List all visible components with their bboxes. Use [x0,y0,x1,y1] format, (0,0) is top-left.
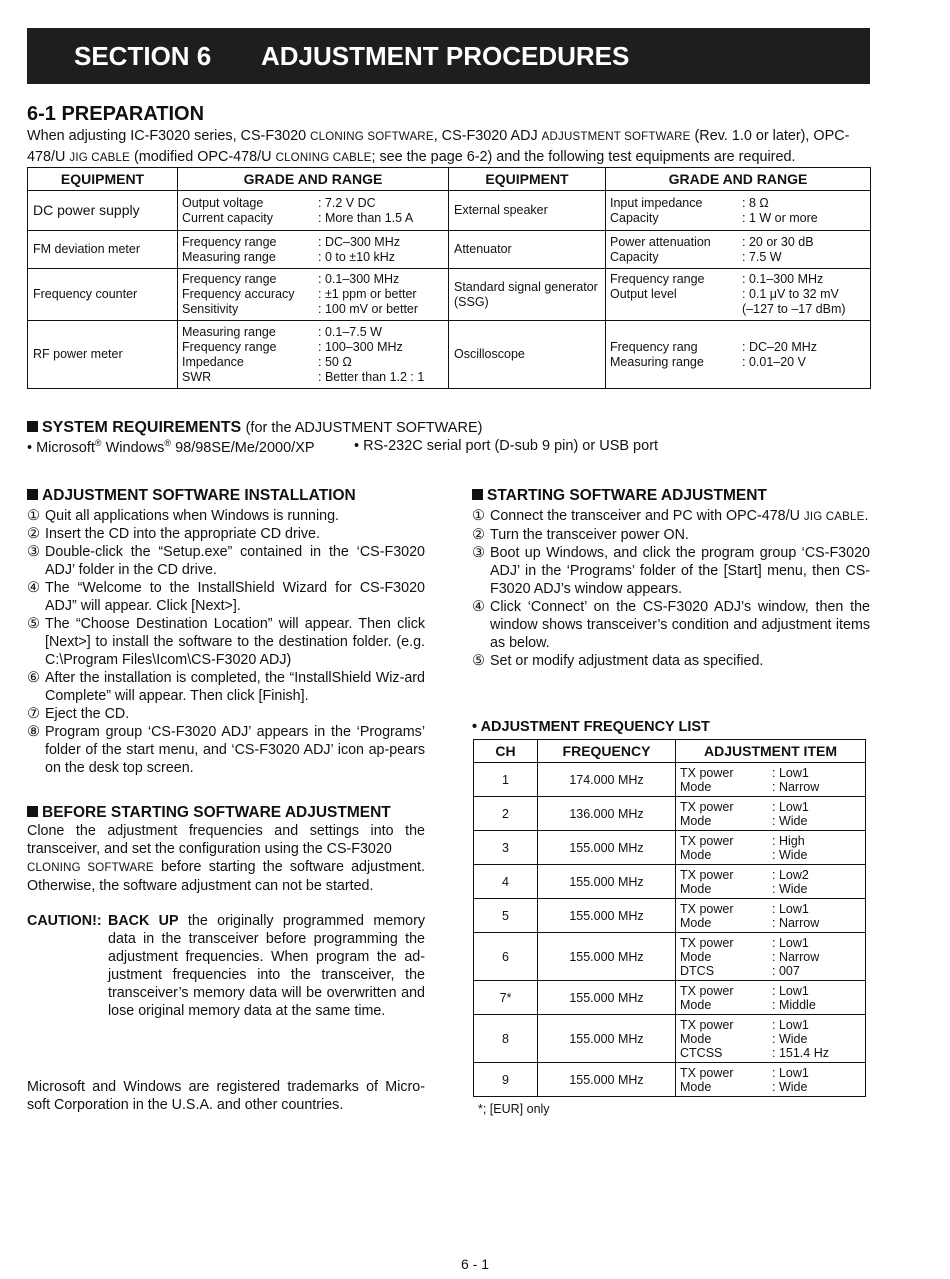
item-value: : Wide [772,1079,808,1094]
spec-label: Measuring range [610,354,704,369]
step-number: ⑤ [472,653,485,669]
adjustment-item-list [680,868,861,896]
spec-list [182,196,444,226]
channel-cell: 1 [474,763,538,797]
spec-label: Sensitivity [182,302,239,316]
intro-text: ; see the page 6-2) and the following test equipments are required. [371,149,796,165]
installation-steps [27,507,425,777]
caution-note: CAUTION!: BACK UP the originally programmed memory data in the transceiver before programming the adjustment frequencies. When program the ad-justment frequencies into the transceiver, the transceiver’s memory data will be overwritten and lose original memory data at the same time. [27,913,425,1019]
trademark-notice: Microsoft and Windows are registered trademarks of Micro-soft Corporation in the U.S.A. and other countries. [27,1079,425,1113]
spec-label: Frequency range [610,272,705,286]
step-item [472,598,870,652]
square-bullet-icon [472,489,483,500]
step-number: ⑥ [27,670,40,686]
frequency-row [474,981,866,1015]
spec-list [610,235,866,265]
step-text: Eject the CD. [45,706,130,722]
spec-label: Capacity [610,210,659,225]
item-value: : Narrow [772,949,820,964]
equipment-row [28,191,871,231]
equipment-row [28,231,871,269]
spec-value: : DC–20 MHz [742,339,818,354]
intro-text: JIG CABLE [69,152,131,164]
item-value: : Low1 [772,1017,809,1032]
step-text: Boot up Windows, and click the program group ‘CS-F3020 ADJ’ in the ‘Programs’ folder of the [Start] menu, then CS-F3020 ADJ’s window appears. [490,545,870,597]
equipment-table [27,167,871,389]
step-item [472,652,870,670]
item-label: Mode [680,881,712,896]
grade-range [178,321,449,389]
step-number: ④ [27,580,40,596]
col-header: EQUIPMENT [449,168,606,191]
spec-value: : 0.1 μV to 32 mV [742,287,839,301]
spec-label: Output voltage [182,195,264,210]
grade-range [606,269,871,321]
equipment-name: Frequency counter [28,269,178,321]
system-requirements-note: (for the ADJUSTMENT SOFTWARE) [245,420,483,436]
spec-label: Output level [610,287,677,301]
spec-value: : 20 or 30 dB [742,234,814,249]
frequency-header-row [474,740,866,763]
frequency-row [474,933,866,981]
frequency-row [474,797,866,831]
equipment-row [28,269,871,321]
step-number: ④ [472,599,485,615]
item-value: : Wide [772,881,808,896]
channel-cell: 2 [474,797,538,831]
section-title: ADJUSTMENT PROCEDURES [261,41,630,71]
spec-value: : Better than 1.2 : 1 [318,369,425,384]
channel-cell: 7* [474,981,538,1015]
item-label: Mode [680,779,712,794]
item-label: DTCS [680,963,715,978]
before-starting-heading: BEFORE STARTING SOFTWARE ADJUSTMENT [27,804,391,822]
step-text: Program group ‘CS-F3020 ADJ’ appears in the ‘Programs’ folder of the start menu, and ‘CS-F3020 ADJ’ icon ap-pears on the desk top screen. [45,724,425,776]
frequency-table [473,739,866,1097]
adjustment-item-cell [676,899,866,933]
item-label: Mode [680,997,712,1012]
step-number: ⑧ [27,724,40,740]
step-item [27,579,425,615]
section-number: SECTION 6 [74,41,212,71]
item-value: : Low1 [772,799,809,814]
spec-value: : 8 Ω [742,195,769,210]
item-label: Mode [680,1079,712,1094]
equipment-name: DC power supply [28,191,178,231]
step-text: Turn the transceiver power ON. [490,527,689,543]
section-banner [27,28,870,84]
step-text: Click ‘Connect’ on the CS-F3020 ADJ’s window, then the window shows transceiver’s condition and adjustment items as below. [490,599,870,651]
intro-text: CLONING CABLE [275,152,372,164]
spec-value: : ±1 ppm or better [318,287,417,301]
step-item [27,705,425,723]
item-label: TX power [680,1065,734,1080]
frequency-row [474,763,866,797]
equipment-name: RF power meter [28,321,178,389]
step-text: Quit all applications when Windows is running. [45,508,340,524]
col-header: FREQUENCY [538,740,676,763]
spec-list [182,272,444,317]
step-number: ⑤ [27,616,40,632]
frequency-cell: 174.000 MHz [538,763,676,797]
intro-text: , CS-F3020 ADJ [433,128,542,144]
frequency-row [474,865,866,899]
starting-adjustment-heading: STARTING SOFTWARE ADJUSTMENT [472,487,767,505]
adjustment-item-cell [676,763,866,797]
item-value: : Low1 [772,765,809,780]
spec-value: : 0 to ±10 kHz [318,249,396,264]
channel-cell: 9 [474,1063,538,1097]
adjustment-item-list [680,800,861,828]
step-number: ② [472,527,485,543]
system-requirements-heading: SYSTEM REQUIREMENTS (for the ADJUSTMENT SOFTWARE) [27,419,482,437]
spec-value: : DC–300 MHz [318,234,400,249]
step-item [27,507,425,525]
equipment-name: Attenuator [449,231,606,269]
spec-label: SWR [182,369,212,384]
starting-adjustment-steps [472,507,870,670]
item-value: : Wide [772,1031,808,1046]
frequency-cell: 155.000 MHz [538,933,676,981]
spec-value: : 0.01–20 V [742,354,806,369]
intro-text: ADJUSTMENT SOFTWARE [541,131,691,143]
step-item: ① Connect the transceiver and PC with OPC-478/U JIG CABLE. [472,508,869,524]
frequency-cell: 155.000 MHz [538,981,676,1015]
channel-cell: 3 [474,831,538,865]
spec-list [182,235,444,265]
adjustment-item-cell [676,933,866,981]
item-value: : High [772,833,805,848]
step-text: After the installation is completed, the “InstallShield Wiz-ard Complete” will appear. Then click [Finish]. [45,670,425,704]
step-item [472,526,870,544]
frequency-cell: 136.000 MHz [538,797,676,831]
adjustment-item-cell [676,981,866,1015]
spec-label: Frequency accuracy [182,287,295,301]
item-value: : Low1 [772,1065,809,1080]
col-header: EQUIPMENT [28,168,178,191]
spec-list [610,340,866,370]
step-item [27,615,425,669]
installation-heading: ADJUSTMENT SOFTWARE INSTALLATION [27,487,356,505]
item-value: : 151.4 Hz [772,1045,829,1060]
item-value: : Narrow [772,915,820,930]
frequency-cell: 155.000 MHz [538,1015,676,1063]
step-item [27,669,425,705]
col-header: ADJUSTMENT ITEM [676,740,866,763]
spec-value: : 100–300 MHz [318,339,403,354]
item-value: : Low1 [772,901,809,916]
spec-value: : 50 Ω [318,354,352,369]
col-header: CH [474,740,538,763]
item-label: TX power [680,867,734,882]
spec-value: (–127 to –17 dBm) [742,302,846,316]
step-item [27,723,425,777]
step-text: Insert the CD into the appropriate CD drive. [45,526,320,542]
channel-cell: 8 [474,1015,538,1063]
adjustment-item-cell [676,865,866,899]
square-bullet-icon [27,489,38,500]
step-number: ⑦ [27,706,40,722]
item-value: : Middle [772,997,816,1012]
step-text: The “Welcome to the InstallShield Wizard for CS-F3020 ADJ” will appear. Click [Next>]. [45,580,425,614]
step-number: ① [27,508,40,524]
channel-cell: 5 [474,899,538,933]
frequency-cell: 155.000 MHz [538,1063,676,1097]
intro-text: When adjusting IC-F3020 series, CS-F3020 [27,128,311,144]
spec-label: Measuring range [182,249,276,264]
intro-text: CLONING SOFTWARE [310,131,434,143]
item-label: Mode [680,1031,712,1046]
frequency-row [474,1063,866,1097]
spec-value: : 7.5 W [742,249,782,264]
item-value: : 007 [772,963,800,978]
adjustment-item-list [680,1066,861,1094]
spec-value: : 7.2 V DC [318,195,376,210]
intro-text: (Rev. 1.0 or later), OPC-478/U [27,128,850,165]
adjustment-item-list [680,1018,861,1060]
equipment-header-row [28,168,871,191]
step-number: ③ [472,545,485,561]
spec-label: Capacity [610,249,659,264]
step-text: Double-click the “Setup.exe” contained in the ‘CS-F3020 ADJ’ folder in the CD drive. [45,544,425,578]
col-header: GRADE AND RANGE [606,168,871,191]
grade-range [606,321,871,389]
spec-label: Measuring range [182,324,276,339]
adjustment-item-cell [676,831,866,865]
page-number: 6 - 1 [460,1256,489,1272]
equipment-row [28,321,871,389]
frequency-cell: 155.000 MHz [538,831,676,865]
equipment-name: Oscilloscope [449,321,606,389]
item-label: TX power [680,935,734,950]
frequency-row [474,1015,866,1063]
equipment-name: FM deviation meter [28,231,178,269]
spec-label: Frequency range [182,234,277,249]
step-item [27,525,425,543]
frequency-footnote: *; [EUR] only [478,1102,550,1116]
spec-value: : More than 1.5 A [318,210,414,225]
item-label: Mode [680,813,712,828]
item-label: TX power [680,983,734,998]
spec-list [610,272,866,317]
item-label: TX power [680,901,734,916]
equipment-name: Standard signal generator (SSG) [449,269,606,321]
frequency-cell: 155.000 MHz [538,865,676,899]
step-number: ③ [27,544,40,560]
step-number: ② [27,526,40,542]
system-requirement-os: • Microsoft® Windows® 98/98SE/Me/2000/XP [27,438,315,456]
adjustment-item-cell [676,1063,866,1097]
item-value: : Low1 [772,983,809,998]
grade-range [606,191,871,231]
grade-range [178,191,449,231]
item-label: TX power [680,1017,734,1032]
frequency-row [474,899,866,933]
spec-label: Frequency range [182,339,277,354]
item-value: : Low1 [772,935,809,950]
adjustment-item-cell [676,1015,866,1063]
spec-label: Frequency range [182,272,277,286]
system-requirement-port: • RS-232C serial port (D-sub 9 pin) or USB port [354,438,659,454]
channel-cell: 4 [474,865,538,899]
item-label: CTCSS [680,1045,723,1060]
adjustment-item-cell [676,797,866,831]
spec-value: : 100 mV or better [318,302,419,316]
step-text: The “Choose Destination Location” will appear. Then click [Next>] to install the software to the destination folder. (e.g. C:\Program Files\Icom\CS-F3020 ADJ) [45,616,425,668]
square-bullet-icon [27,806,38,817]
item-label: TX power [680,799,734,814]
item-label: Mode [680,915,712,930]
frequency-list-heading: • ADJUSTMENT FREQUENCY LIST [472,719,710,735]
grade-range [606,231,871,269]
spec-label: Impedance [182,354,244,369]
adjustment-item-list [680,766,861,794]
step-item [27,543,425,579]
grade-range [178,269,449,321]
grade-range [178,231,449,269]
step-text: Set or modify adjustment data as specified. [490,653,764,669]
before-starting-paragraph: Clone the adjustment frequencies and settings into the transceiver, and set the configuration using the CS-F3020 CLONING SOFTWARE before starting the software adjustment. Otherwise, the software adjustment can not be started. [27,823,425,894]
item-value: : Wide [772,813,808,828]
caution-label: CAUTION!: [27,913,102,929]
frequency-cell: 155.000 MHz [538,899,676,933]
equipment-name: External speaker [449,191,606,231]
adjustment-item-list [680,936,861,978]
adjustment-item-list [680,902,861,930]
adjustment-item-list [680,834,861,862]
spec-value: : 0.1–7.5 W [318,324,382,339]
col-header: GRADE AND RANGE [178,168,449,191]
spec-value: : 1 W or more [742,210,818,225]
preparation-heading: 6-1 PREPARATION [27,103,205,125]
adjustment-item-list [680,984,861,1012]
spec-label: Power attenuation [610,234,711,249]
item-value: : Narrow [772,779,820,794]
spec-list [610,196,866,226]
spec-label [610,302,742,317]
preparation-intro [27,126,872,168]
spec-list [182,325,444,385]
item-label: Mode [680,847,712,862]
channel-cell: 6 [474,933,538,981]
item-label: Mode [680,949,712,964]
square-bullet-icon [27,421,38,432]
frequency-row [474,831,866,865]
item-label: TX power [680,833,734,848]
spec-value: : 0.1–300 MHz [318,272,400,286]
spec-label: Input impedance [610,195,703,210]
item-label: TX power [680,765,734,780]
spec-label: Current capacity [182,210,274,225]
step-item [472,544,870,598]
spec-value: : 0.1–300 MHz [742,272,824,286]
intro-text: (modified OPC-478/U [130,149,276,165]
item-value: : Low2 [772,867,809,882]
spec-label: Frequency rang [610,339,698,354]
item-value: : Wide [772,847,808,862]
